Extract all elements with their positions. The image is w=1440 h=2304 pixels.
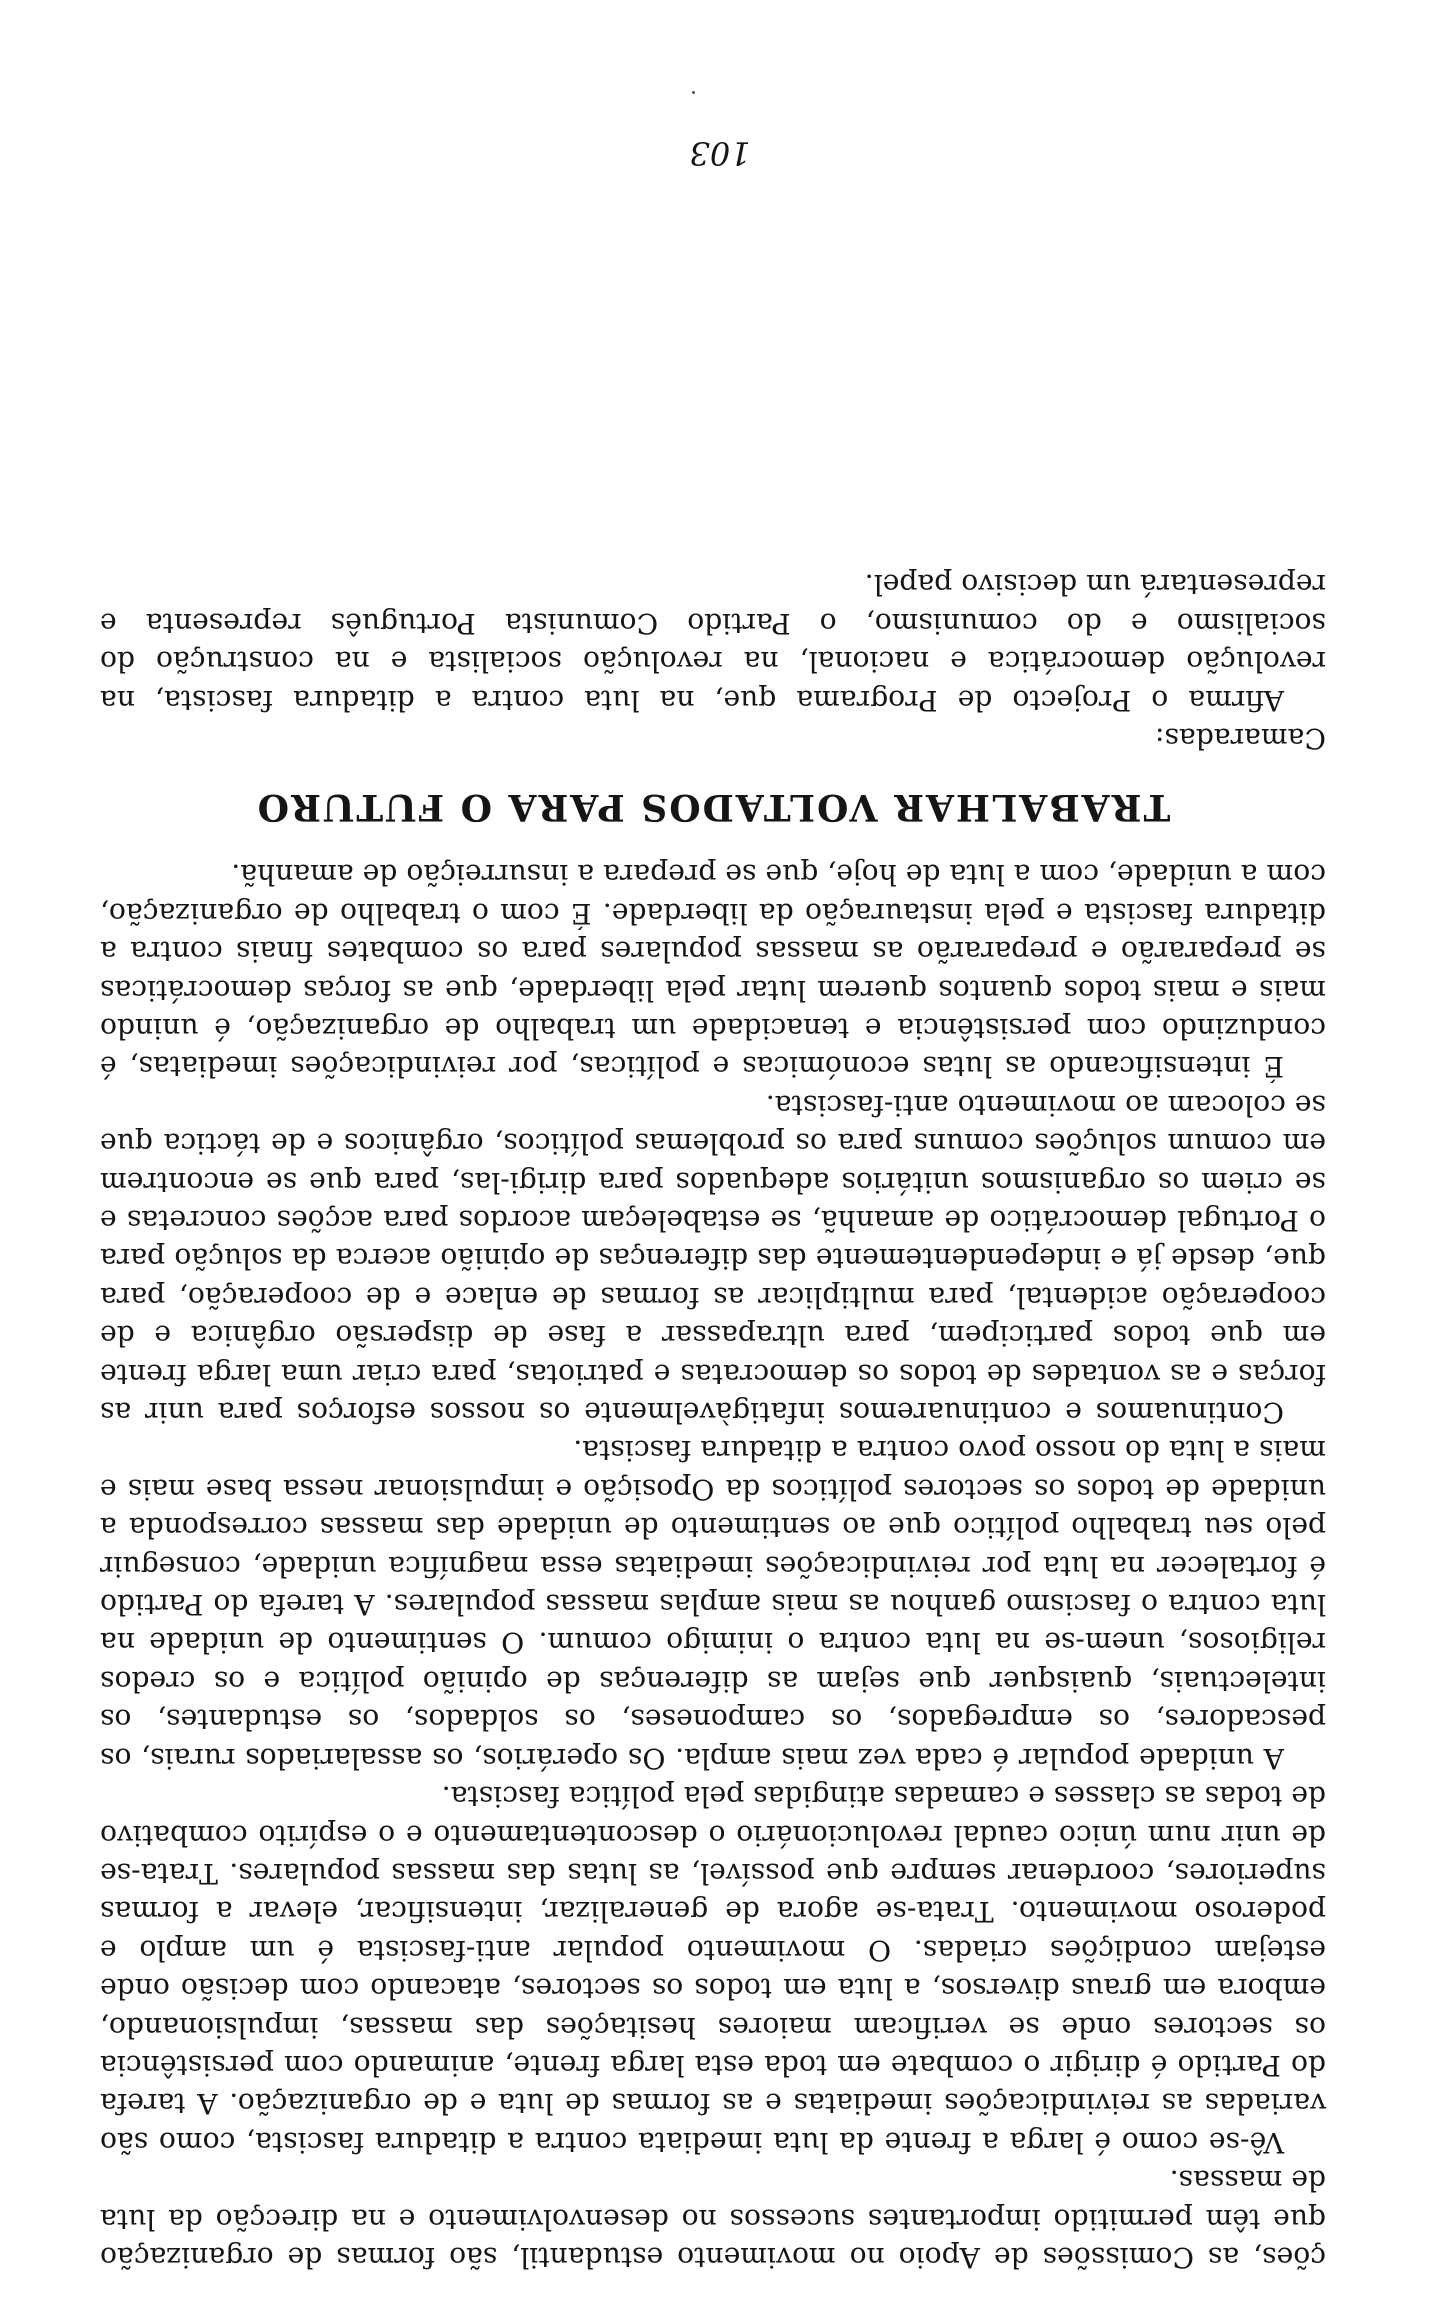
paragraph-cooperation: Continuamos e continuaremos infatigàvelmente os nossos esforços para unir as forças e as vontades de todos os democratas e patriotas, para criar uma larga frente em que todos participem, para ultrapassar a fase de dispersão orgânica e de cooperação acidental, para multiplicar as formas de enlace e de cooperação, para que, desde já e independentemente das diferenças de opinião acerca da solução para o Portugal democrático de amanhã, se estabeleçam acordos para acções concretas e se criem os organismos unitários adequados para dirigi-las, para que se encontrem em comum soluções comuns para os problemas políticos, orgânicos e de táctica que se colocam ao movimento anti-fascista. bbox=[100, 1088, 1326, 1430]
paragraph-popular-unity: A unidade popular é cada vez mais ampla. Os operários, os assalariados rurais, os pescadores, os empregados, os camponeses, os soldados, os estudantes, os intelectuais, quaisquer que sejam as diferenças de opinião política e os credos religiosos, unem-se na luta contra o inimigo comum. O sentimento de unidade na luta contra o fascismo ganhou as mais amplas massas populares. A tarefa do Partido é fortalecer na luta por reivindicações imediatas essa magnífica unidade, conseguir pelo seu trabalho político que ao sentimento de unidade das massas corresponda a unidade de todos os sectores políticos da Oposição e impulsionar nessa base mais e mais a luta do nosso povo contra a ditadura fascista. bbox=[100, 1434, 1326, 1775]
page-number: 103 bbox=[689, 134, 751, 172]
scan-speck bbox=[692, 91, 695, 94]
paragraph-programme: Afirma o Projecto de Programa que, na luta contra a ditadura fascista, na revolução democrática e nacional, na revolução socialista e na construção do socialismo e do comunismo, o Partido Comunista Português representa e representará um decisivo papel. bbox=[100, 568, 1326, 717]
salutation: Camaradas: bbox=[1155, 721, 1326, 755]
paragraph-organization: É intensificando as lutas económicas e políticas, por reivindicações imediatas, é conduzindo com persistência e tenacidade um trabalho de organização, é unindo mais e mais todos quantos querem lutar pela liberdade, que as forças democráticas se prepararão e prepararão as massas populares para os combates finais contra a ditadura fascista e pela instauração da liberdade. É com o trabalho de organização, com a unidade, com a luta de hoje, que se prepara a insurreição de amanhã. bbox=[100, 858, 1326, 1084]
paragraph-continuation: ções, as Comissões de Apoio no movimento estudantil, são formas de organização que têm permitido importantes sucessos no desenvolvimento e na direcção da luta de massas. bbox=[100, 2164, 1326, 2274]
section-heading: TRABALHAR VOLTADOS PARA O FUTURO bbox=[255, 785, 1171, 828]
paragraph-broad-front: Vê-se como é larga a frente da luta imediata contra a ditadura fascista, como são variadas as reivindicações imediatas e as formas de luta e de organização. A tarefa do Partido é dirigir o combate em toda esta larga frente, animando com persistência os sectores onde se verificam maiores hesitações das massas, impulsionando, embora em graus diversos, a luta em todos os sectores, atacando com decisão onde estejam condições criadas. O movimento popular anti-fascista é um amplo e poderoso movimento. Trata-se agora de generalizar, intensificar, elevar a formas superiores, coordenar sempre que possível, as lutas das massas populares. Trata-se de unir num único caudal revolucionário o descontentamento e o espírito combativo de todas as classes e camadas atingidas pela política fascista. bbox=[100, 1780, 1326, 2159]
text-block bbox=[100, 565, 1326, 2276]
